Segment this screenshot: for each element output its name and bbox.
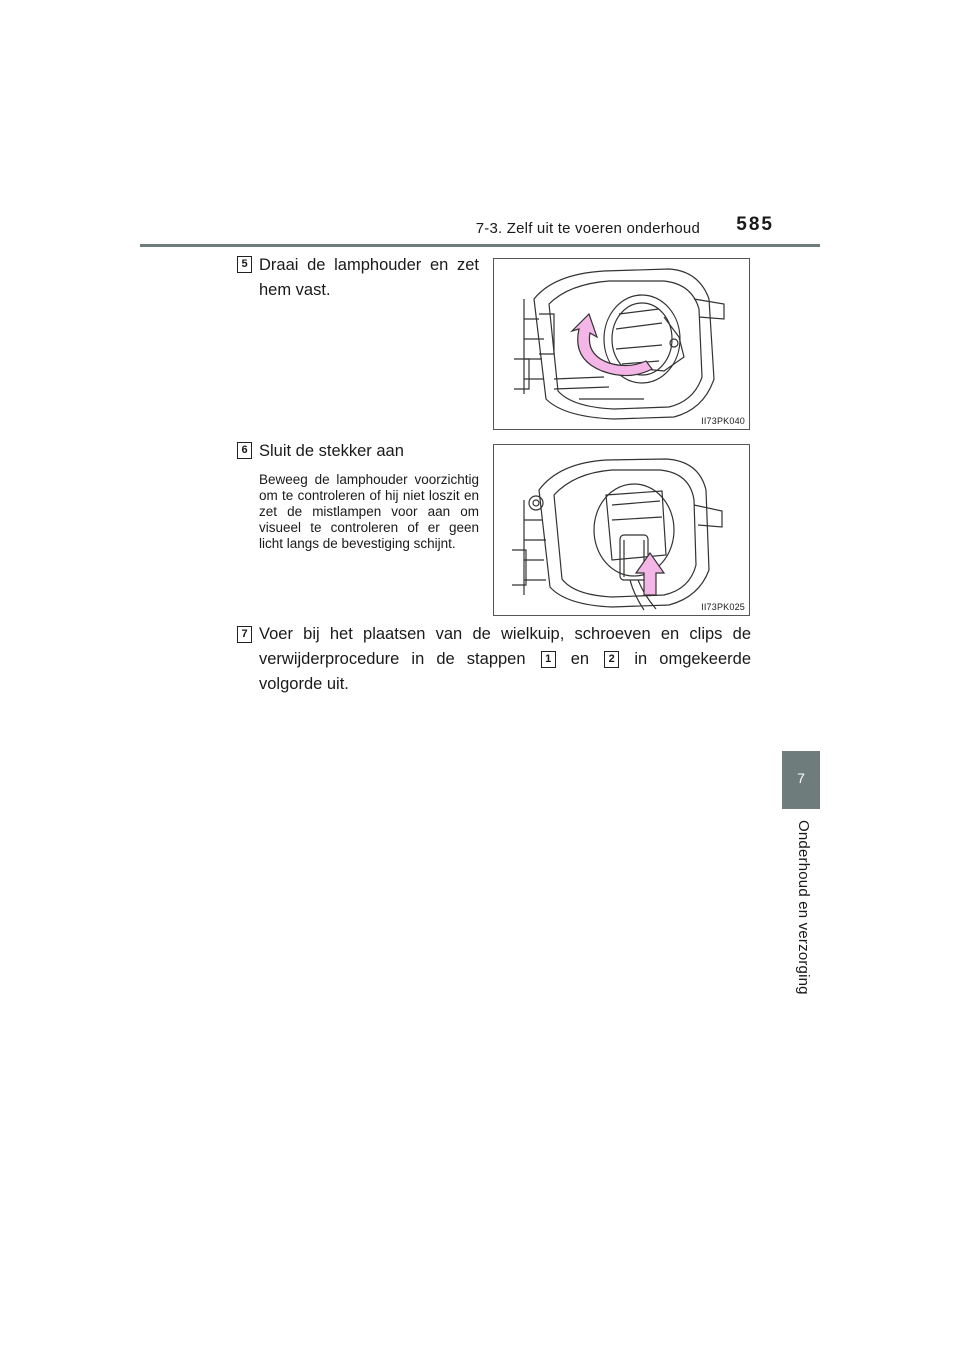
- step-6-text: Sluit de stekker aan: [259, 442, 404, 460]
- chapter-number: 7: [797, 770, 805, 786]
- step-5-text: Draai de lamphouder en zet hem vast.: [259, 256, 479, 299]
- step-number-6: 6: [237, 442, 252, 459]
- step-ref-2: 2: [604, 651, 619, 668]
- push-arrow-icon: [636, 553, 664, 595]
- lamp-holder-rotate-illustration: [494, 259, 749, 429]
- section-title: 7-3. Zelf uit te voeren onderhoud: [475, 220, 700, 237]
- step-7-text-part2: en: [570, 650, 590, 668]
- figure-lamp-holder-rotate: [493, 258, 750, 430]
- chapter-title: Onderhoud en verzorging: [795, 820, 812, 995]
- step-ref-1: 1: [541, 651, 556, 668]
- figure-code: II73PK025: [701, 602, 745, 612]
- connector-plug-in-illustration: [494, 445, 749, 615]
- header-rule: [140, 244, 820, 247]
- step-number-5: 5: [237, 256, 252, 273]
- page-number: 585: [736, 214, 774, 235]
- step-7-text-part1: Voer bij het plaatsen van de wielkuip, schroeven en clips de verwijderprocedure in de stappen: [259, 625, 751, 668]
- chapter-tab: [782, 751, 820, 809]
- step-6-note: Beweeg de lamphouder voorzichtig om te controleren of hij niet loszit en zet de mistlampen voor aan om visueel te controleren of er geen licht langs de bevestiging schijnt.: [259, 472, 479, 551]
- step-number-7: 7: [237, 626, 252, 643]
- step-7-text-part3: in omgekeerde volgorde uit.: [259, 650, 751, 693]
- figure-code: II73PK040: [701, 416, 745, 426]
- figure-connector-plug-in: [493, 444, 750, 616]
- step-7-text: [259, 622, 751, 697]
